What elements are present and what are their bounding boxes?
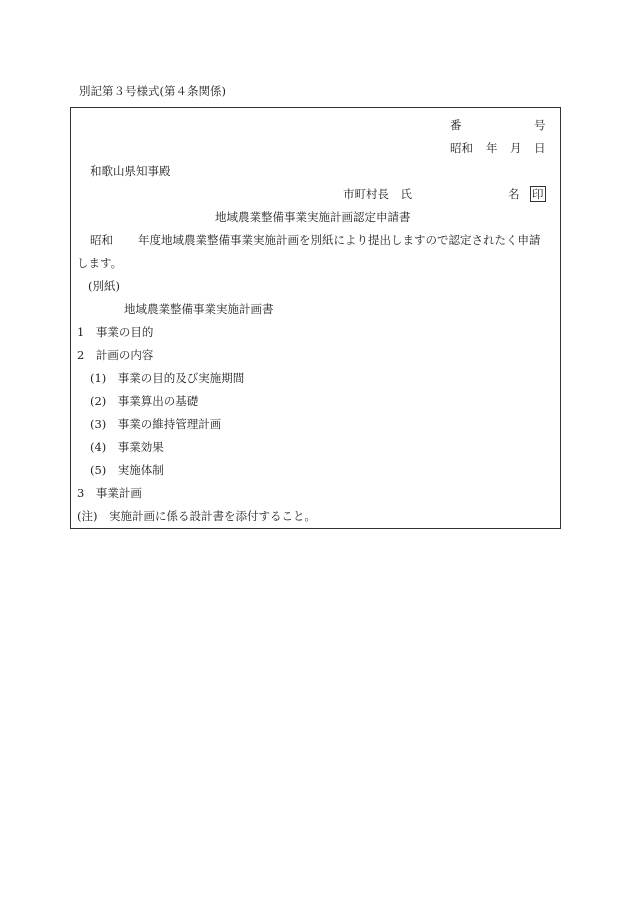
section-item: 3 事業計画 — [77, 486, 142, 500]
subsection-item: (5) 実施体制 — [90, 463, 164, 477]
number-label-ban: 番 — [450, 118, 462, 132]
subsection-item: (3) 事業の維持管理計画 — [90, 417, 222, 431]
footnote: (注) 実施計画に係る設計書を添付すること。 — [77, 509, 316, 523]
date-day: 日 — [534, 141, 546, 155]
date-month: 月 — [510, 141, 522, 155]
section-item: 1 事業の目的 — [77, 325, 154, 339]
subsection-item: (1) 事業の目的及び実施期間 — [90, 371, 245, 385]
form-caption: 別記第３号様式(第４条関係) — [79, 84, 226, 98]
subsection-item: (4) 事業効果 — [90, 440, 164, 454]
plan-title: 地域農業整備事業実施計画書 — [124, 302, 274, 316]
date-era: 昭和 — [450, 141, 473, 155]
document-title: 地域農業整備事業実施計画認定申請書 — [215, 210, 411, 224]
subsection-item: (2) 事業算出の基礎 — [90, 394, 199, 408]
application-form — [70, 107, 561, 529]
addressee: 和歌山県知事殿 — [90, 164, 171, 178]
applicant-title: 市町村長 氏 — [343, 187, 412, 201]
number-label-go: 号 — [534, 118, 546, 132]
applicant-name-label: 名 — [508, 187, 520, 201]
body-line-2: します。 — [77, 256, 123, 270]
attachment-label: (別紙) — [88, 279, 120, 293]
body-line-1: 年度地域農業整備事業実施計画を別紙により提出しますので認定されたく申請 — [138, 233, 541, 247]
body-era: 昭和 — [90, 233, 113, 247]
seal-box: 印 — [532, 187, 544, 201]
section-item: 2 計画の内容 — [77, 348, 154, 362]
date-year: 年 — [486, 141, 498, 155]
seal-mark — [530, 186, 546, 202]
